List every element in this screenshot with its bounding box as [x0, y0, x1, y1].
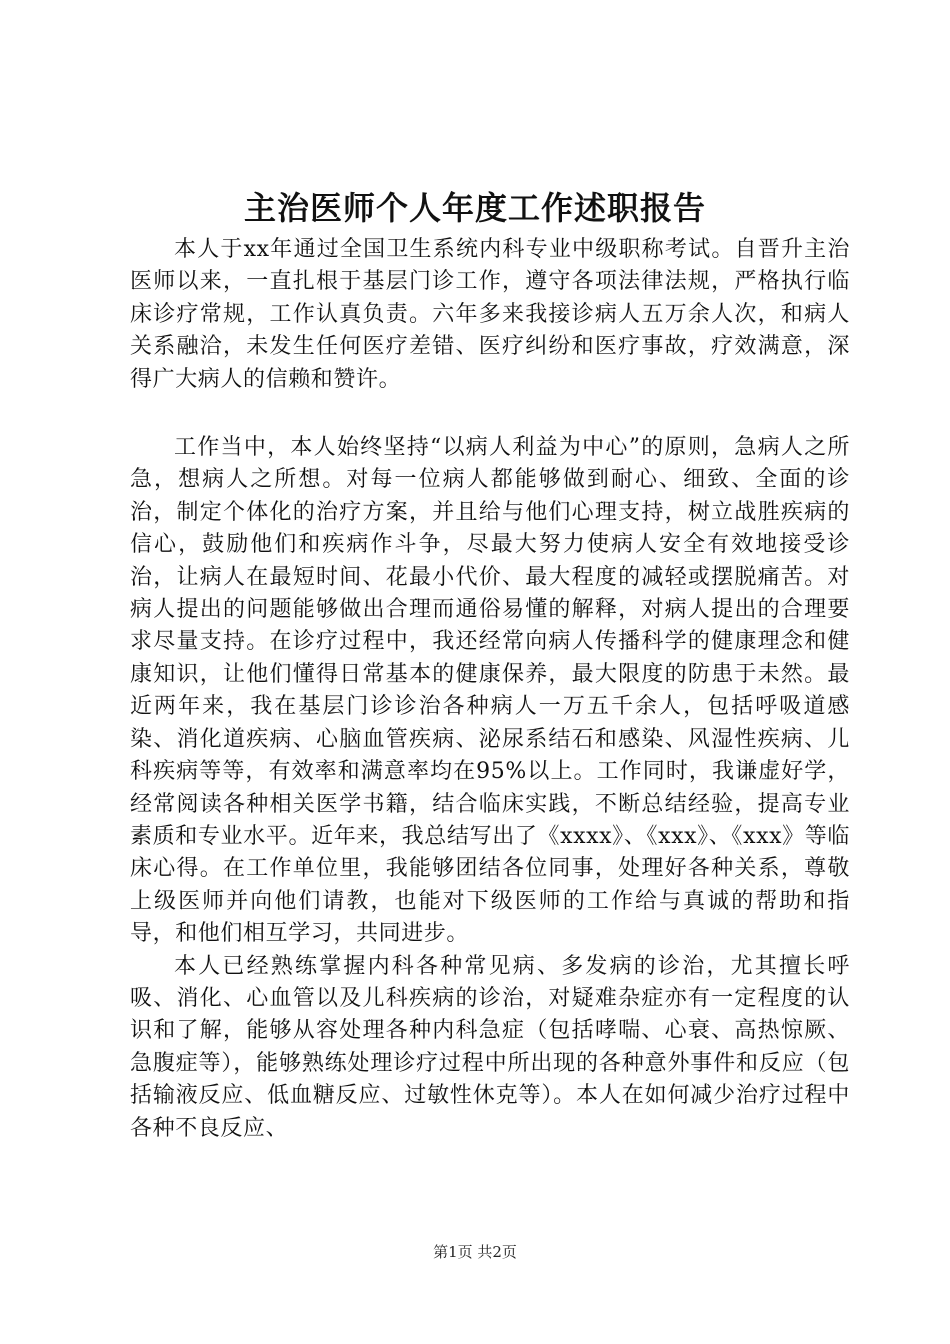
document-body	[130, 234, 850, 1145]
paragraph-3: 本人已经熟练掌握内科各种常见病、多发病的诊治，尤其擅长呼吸、消化、心血管以及儿科疾病的诊治，对疑难杂症亦有一定程度的认识和了解，能够从容处理各种内科急症（包括哮喘、心衰、高热惊厥、急腹症等），能够熟练处理诊疗过程中所出现的各种意外事件和反应（包括输液反应、低血糖反应、过敏性休克等）。本人在如何减少治疗过程中各种不良反应、	[130, 953, 850, 1141]
paragraph-spacer	[130, 396, 850, 432]
paragraph-2: 工作当中，本人始终坚持“以病人利益为中心”的原则，急病人之所急，想病人之所想。对每一位病人都能够做到耐心、细致、全面的诊治，制定个体化的治疗方案，并且给与他们心理支持，树立战胜疾病的信心，鼓励他们和疾病作斗争，尽最大努力使病人安全有效地接受诊治，让病人在最短时间、花最小代价、最大程度的减轻或摆脱痛苦。对病人提出的问题能够做出合理而通俗易懂的解释，对病人提出的合理要求尽量支持。在诊疗过程中，我还经常向病人传播科学的健康理念和健康知识，让他们懂得日常基本的健康保养，最大限度的防患于未然。最近两年来，我在基层门诊诊治各种病人一万五千余人，包括呼吸道感染、消化道疾病、心脑血管疾病、泌尿系结石和感染、风湿性疾病、儿科疾病等等，有效率和满意率均在95%以上。工作同时，我谦虚好学，经常阅读各种相关医学书籍，结合临床实践，不断总结经验，提高专业素质和专业水平。近年来，我总结写出了《xxxx》、《xxx》、《xxx》等临床心得。在工作单位里，我能够团结各位同事，处理好各种关系，尊敬上级医师并向他们请教，也能对下级医师的工作给与真诚的帮助和指导，和他们相互学习，共同进步。	[130, 435, 850, 947]
document-title: 主治医师个人年度工作述职报告	[243, 189, 706, 227]
paragraph-1: 本人于xx年通过全国卫生系统内科专业中级职称考试。自晋升主治医师以来，一直扎根于基层门诊工作，遵守各项法律法规，严格执行临床诊疗常规，工作认真负责。六年多来我接诊病人五万余人次，和病人关系融洽，未发生任何医疗差错、医疗纠纷和医疗事故，疗效满意，深得广大病人的信赖和赞许。	[130, 237, 850, 392]
page-number-footer: 第1页 共2页	[433, 1243, 517, 1261]
